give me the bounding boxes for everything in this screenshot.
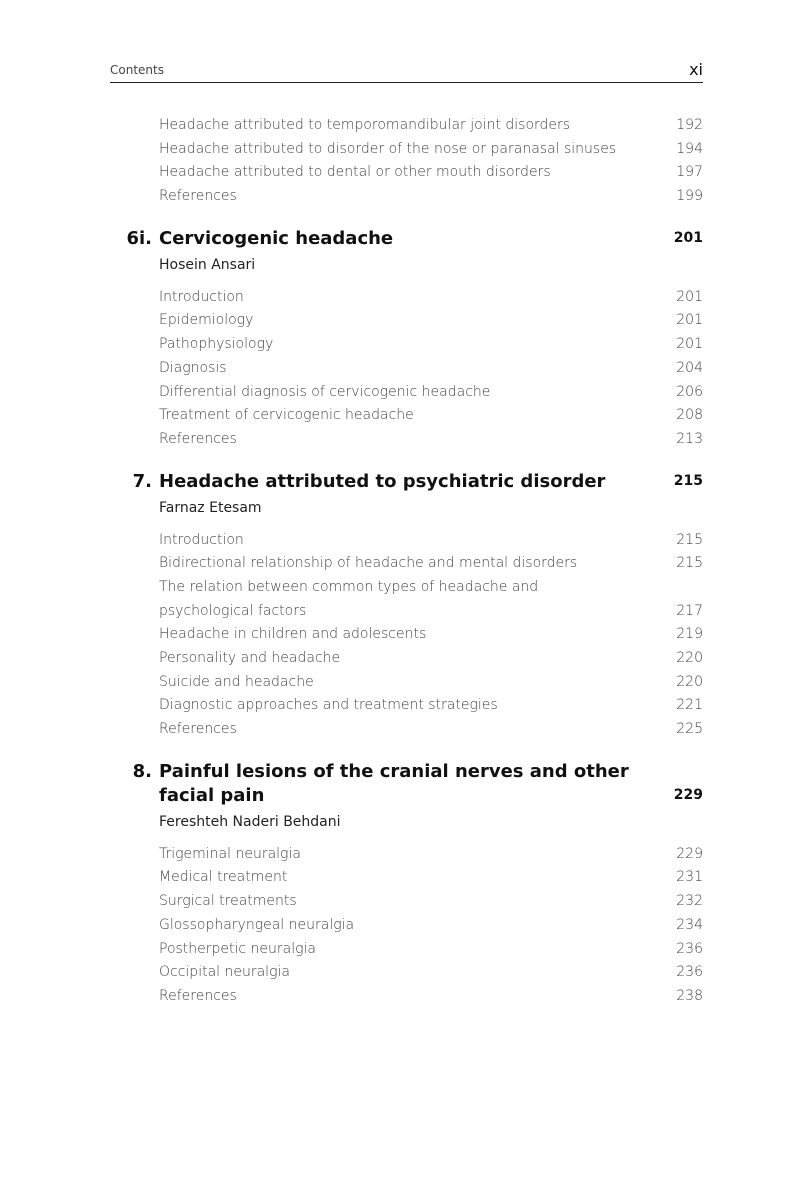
toc-entry[interactable] (110, 552, 703, 576)
toc-entry-page: 219 (676, 626, 703, 643)
toc-entry-title: Headache attributed to temporomandibular joint disorders (159, 117, 571, 133)
toc-entry[interactable] (110, 161, 703, 185)
toc-entry-title: Occipital neuralgia (159, 964, 290, 981)
chapter-page: 229 (673, 786, 703, 803)
toc-entry[interactable] (110, 138, 703, 162)
toc-entry-title: References (159, 721, 237, 738)
toc-entry-title: References (159, 987, 237, 1004)
chapter-7 (110, 470, 703, 742)
toc-entry[interactable] (110, 185, 703, 209)
toc-entry-title: psychological factors (159, 602, 307, 619)
chapter-entries (110, 843, 703, 1009)
toc-entry[interactable] (110, 333, 703, 357)
toc-entry-title: Pathophysiology (159, 336, 274, 353)
toc-entry-title: Headache attributed to dental or other mouth disorders (159, 164, 551, 181)
chapter-author: Hosein Ansari (159, 256, 256, 273)
chapter-title-line: facial pain (159, 784, 265, 806)
toc-entry-title: Glossopharyngeal neuralgia (159, 916, 355, 933)
toc-entry-page: 206 (676, 383, 703, 400)
toc-entry-title: Epidemiology (159, 312, 254, 329)
toc-entry[interactable] (110, 600, 703, 624)
chapter-entries (110, 286, 703, 452)
chapter-8 (110, 760, 703, 1009)
toc-entry[interactable] (110, 576, 703, 600)
toc-entry[interactable] (110, 623, 703, 647)
toc-entry[interactable] (110, 694, 703, 718)
chapter-number: 7. (132, 470, 152, 492)
toc-entry-page: 236 (676, 940, 703, 957)
toc-entry[interactable] (110, 843, 703, 867)
chapter-number: 6i. (126, 227, 152, 249)
toc-entry-page: 201 (676, 312, 703, 329)
toc-entry[interactable] (110, 961, 703, 985)
toc-entry[interactable] (110, 404, 703, 428)
toc-entry[interactable] (110, 428, 703, 452)
toc-entry-page: 232 (676, 893, 703, 910)
running-header (110, 60, 703, 83)
header-page-number: xi (689, 60, 703, 79)
toc-entry-page: 221 (676, 697, 703, 714)
chapter-title[interactable] (159, 470, 629, 494)
chapter-page: 201 (673, 229, 703, 246)
toc-entry-page: 213 (676, 430, 703, 447)
toc-entry[interactable] (110, 529, 703, 553)
toc-entry-page: 225 (676, 721, 703, 738)
toc-entry-page: 220 (676, 673, 703, 690)
toc-entry[interactable] (110, 866, 703, 890)
toc-entry[interactable] (110, 914, 703, 938)
chapter-title-line: Painful lesions of the cranial nerves and other (159, 760, 629, 782)
toc-entry-page: 199 (676, 188, 703, 205)
chapter-title[interactable] (159, 227, 629, 251)
toc-entry-title: Introduction (159, 531, 244, 548)
chapter-title-line: Cervicogenic headache (159, 227, 394, 249)
toc-entry[interactable] (110, 114, 703, 138)
chapter-title[interactable] (159, 760, 629, 808)
toc-entry-page: 217 (676, 602, 703, 619)
toc-entry-title: Diagnosis (159, 359, 227, 376)
toc-content (110, 114, 703, 1009)
toc-entry[interactable] (110, 671, 703, 695)
chapter-author: Fereshteh Naderi Behdani (159, 813, 341, 830)
toc-entry[interactable] (110, 647, 703, 671)
toc-entry-page: 231 (676, 869, 703, 886)
header-section-label: Contents (110, 63, 164, 77)
chapter-6i (110, 227, 703, 452)
toc-entry-title: Headache in children and adolescents (159, 626, 427, 643)
toc-entry-title: The relation between common types of headache and (159, 578, 539, 595)
toc-entry[interactable] (110, 890, 703, 914)
toc-entry-page: 194 (676, 140, 703, 157)
toc-entry-title: Medical treatment (159, 869, 288, 886)
toc-entry[interactable] (110, 309, 703, 333)
toc-entry[interactable] (110, 938, 703, 962)
toc-entry[interactable] (110, 357, 703, 381)
toc-entry-page: 236 (676, 964, 703, 981)
toc-entry-page: 238 (676, 987, 703, 1004)
toc-entry-title: Trigeminal neuralgia (159, 845, 301, 862)
chapter-entries (110, 529, 703, 742)
toc-entry-page: 208 (676, 407, 703, 424)
toc-entry-title: Introduction (159, 288, 244, 305)
chapter-author: Farnaz Etesam (159, 499, 262, 516)
toc-entry-page: 229 (676, 845, 703, 862)
toc-entry-title: Postherpetic neuralgia (159, 940, 317, 957)
toc-entry-title: Personality and headache (159, 650, 341, 666)
toc-entry-title: Diagnostic approaches and treatment strategies (159, 697, 498, 714)
toc-entry[interactable] (110, 718, 703, 742)
toc-entry-title: Headache attributed to disorder of the nose or paranasal sinuses (159, 140, 617, 157)
toc-entry-page: 220 (676, 650, 703, 666)
toc-entry-page: 234 (676, 916, 703, 933)
toc-entry-title: Treatment of cervicogenic headache (159, 407, 414, 424)
toc-entry-page: 192 (676, 117, 703, 133)
toc-entry-title: Differential diagnosis of cervicogenic headache (159, 383, 491, 400)
toc-entry-page: 201 (676, 288, 703, 305)
toc-entry-title: Bidirectional relationship of headache and mental disorders (159, 555, 578, 572)
toc-entry-page: 204 (676, 359, 703, 376)
toc-entry-title: References (159, 430, 237, 447)
toc-entry-page: 197 (676, 164, 703, 181)
chapter-title-line: Headache attributed to psychiatric disorder (159, 470, 606, 492)
toc-entry[interactable] (110, 381, 703, 405)
chapter-page: 215 (673, 472, 703, 489)
toc-entry-title: Suicide and headache (159, 673, 314, 690)
chapter-number: 8. (132, 760, 152, 782)
toc-entry[interactable] (110, 985, 703, 1009)
toc-entry-title: Surgical treatments (159, 893, 297, 910)
toc-entry[interactable] (110, 286, 703, 310)
toc-top-entries (110, 114, 703, 209)
toc-entry-page: 215 (676, 555, 703, 572)
toc-entry-page: 201 (676, 336, 703, 353)
toc-entry-title: References (159, 188, 237, 205)
toc-entry-page: 215 (676, 531, 703, 548)
